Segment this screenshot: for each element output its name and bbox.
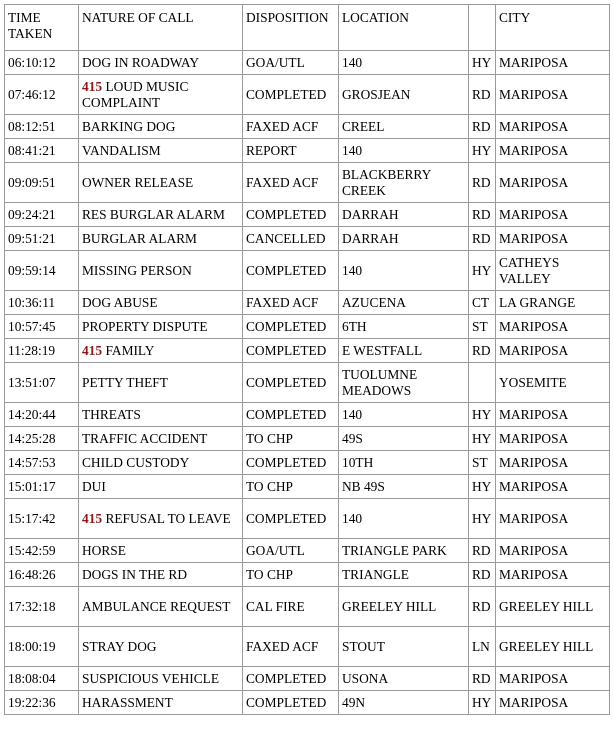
table-row [5, 539, 610, 563]
nature-text: DOG ABUSE [82, 294, 158, 310]
cell-location: 140 [339, 499, 469, 539]
cell-time-taken: 08:12:51 [5, 115, 79, 139]
cell-street-suffix: HY [469, 251, 496, 291]
cell-time-taken: 16:48:26 [5, 563, 79, 587]
cell-nature-of-call [79, 539, 243, 563]
cell-city: MARIPOSA [496, 139, 610, 163]
table-row [5, 403, 610, 427]
table-row [5, 203, 610, 227]
table-row [5, 451, 610, 475]
cell-nature-of-call [79, 475, 243, 499]
table-row [5, 139, 610, 163]
cell-street-suffix: RD [469, 587, 496, 627]
cell-location: TRIANGLE PARK [339, 539, 469, 563]
call-log-table [4, 4, 610, 715]
nature-text: THREATS [82, 406, 141, 422]
cell-street-suffix: HY [469, 691, 496, 715]
cell-disposition: COMPLETED [243, 75, 339, 115]
cell-city: YOSEMITE [496, 363, 610, 403]
cell-time-taken: 14:25:28 [5, 427, 79, 451]
penal-code: 415 [82, 78, 103, 94]
cell-nature-of-call [79, 315, 243, 339]
table-row [5, 363, 610, 403]
cell-city: MARIPOSA [496, 339, 610, 363]
cell-nature-of-call [79, 587, 243, 627]
nature-text: MISSING PERSON [82, 262, 192, 278]
cell-disposition: COMPLETED [243, 451, 339, 475]
cell-location: 49N [339, 691, 469, 715]
cell-city: MARIPOSA [496, 227, 610, 251]
cell-disposition: GOA/UTL [243, 51, 339, 75]
table-row [5, 315, 610, 339]
cell-location: 140 [339, 403, 469, 427]
cell-nature-of-call [79, 563, 243, 587]
cell-city: MARIPOSA [496, 203, 610, 227]
nature-text: VANDALISM [82, 142, 161, 158]
cell-disposition: COMPLETED [243, 499, 339, 539]
cell-time-taken: 09:09:51 [5, 163, 79, 203]
nature-text: HORSE [82, 542, 126, 558]
cell-city: MARIPOSA [496, 315, 610, 339]
cell-city: MARIPOSA [496, 403, 610, 427]
cell-city: MARIPOSA [496, 563, 610, 587]
penal-code: 415 [82, 510, 103, 526]
cell-city: GREELEY HILL [496, 587, 610, 627]
cell-city: MARIPOSA [496, 451, 610, 475]
cell-nature-of-call [79, 627, 243, 667]
cell-disposition: COMPLETED [243, 691, 339, 715]
cell-nature-of-call [79, 667, 243, 691]
cell-nature-of-call [79, 339, 243, 363]
cell-nature-of-call [79, 403, 243, 427]
header-location: LOCATION [339, 5, 469, 51]
table-row [5, 291, 610, 315]
cell-street-suffix: RD [469, 667, 496, 691]
table-row [5, 163, 610, 203]
cell-nature-of-call [79, 75, 243, 115]
table-row [5, 227, 610, 251]
cell-city: MARIPOSA [496, 427, 610, 451]
header-time-taken: TIME TAKEN [5, 5, 79, 51]
cell-nature-of-call [79, 51, 243, 75]
cell-nature-of-call [79, 427, 243, 451]
cell-location: E WESTFALL [339, 339, 469, 363]
cell-time-taken: 14:57:53 [5, 451, 79, 475]
cell-city: MARIPOSA [496, 75, 610, 115]
cell-street-suffix: RD [469, 115, 496, 139]
cell-street-suffix: RD [469, 563, 496, 587]
nature-text: REFUSAL TO LEAVE [102, 510, 231, 526]
cell-city: MARIPOSA [496, 163, 610, 203]
cell-location: 140 [339, 51, 469, 75]
table-row [5, 51, 610, 75]
cell-nature-of-call [79, 291, 243, 315]
cell-disposition: FAXED ACF [243, 291, 339, 315]
cell-location: TUOLUMNE MEADOWS [339, 363, 469, 403]
table-row [5, 587, 610, 627]
cell-street-suffix: HY [469, 139, 496, 163]
cell-location: DARRAH [339, 227, 469, 251]
nature-text: RES BURGLAR ALARM [82, 206, 225, 222]
cell-disposition: CANCELLED [243, 227, 339, 251]
nature-text: CHILD CUSTODY [82, 454, 190, 470]
cell-time-taken: 08:41:21 [5, 139, 79, 163]
nature-text: TRAFFIC ACCIDENT [82, 430, 208, 446]
cell-disposition: FAXED ACF [243, 163, 339, 203]
cell-location: NB 49S [339, 475, 469, 499]
table-row [5, 499, 610, 539]
cell-disposition: COMPLETED [243, 667, 339, 691]
cell-disposition: GOA/UTL [243, 539, 339, 563]
cell-time-taken: 19:22:36 [5, 691, 79, 715]
table-row [5, 427, 610, 451]
cell-time-taken: 17:32:18 [5, 587, 79, 627]
cell-disposition: COMPLETED [243, 251, 339, 291]
nature-text: LOUD MUSIC COMPLAINT [82, 78, 189, 110]
cell-time-taken: 07:46:12 [5, 75, 79, 115]
cell-nature-of-call [79, 251, 243, 291]
cell-street-suffix: RD [469, 203, 496, 227]
cell-location: 140 [339, 251, 469, 291]
cell-city: MARIPOSA [496, 499, 610, 539]
cell-location: 6TH [339, 315, 469, 339]
cell-time-taken: 10:36:11 [5, 291, 79, 315]
cell-disposition: COMPLETED [243, 339, 339, 363]
cell-nature-of-call [79, 363, 243, 403]
nature-text: OWNER RELEASE [82, 174, 194, 190]
cell-disposition: FAXED ACF [243, 115, 339, 139]
cell-nature-of-call [79, 451, 243, 475]
nature-text: BARKING DOG [82, 118, 176, 134]
table-row [5, 75, 610, 115]
cell-city: GREELEY HILL [496, 627, 610, 667]
cell-disposition: COMPLETED [243, 403, 339, 427]
cell-nature-of-call [79, 203, 243, 227]
cell-city: MARIPOSA [496, 691, 610, 715]
cell-nature-of-call [79, 163, 243, 203]
cell-nature-of-call [79, 499, 243, 539]
nature-text: STRAY DOG [82, 638, 157, 654]
cell-time-taken: 13:51:07 [5, 363, 79, 403]
cell-location: 140 [339, 139, 469, 163]
cell-disposition: COMPLETED [243, 203, 339, 227]
cell-street-suffix: RD [469, 163, 496, 203]
header-city: CITY [496, 5, 610, 51]
table-row [5, 115, 610, 139]
cell-city: MARIPOSA [496, 115, 610, 139]
cell-location: CREEL [339, 115, 469, 139]
cell-disposition: TO CHP [243, 563, 339, 587]
cell-disposition: COMPLETED [243, 315, 339, 339]
cell-city: MARIPOSA [496, 539, 610, 563]
cell-street-suffix: RD [469, 75, 496, 115]
cell-city: MARIPOSA [496, 51, 610, 75]
nature-text: HARASSMENT [82, 694, 173, 710]
cell-street-suffix: HY [469, 51, 496, 75]
cell-city: LA GRANGE [496, 291, 610, 315]
cell-nature-of-call [79, 139, 243, 163]
nature-text: PETTY THEFT [82, 374, 168, 390]
cell-time-taken: 14:20:44 [5, 403, 79, 427]
nature-text: AMBULANCE REQUEST [82, 598, 231, 614]
cell-location: STOUT [339, 627, 469, 667]
cell-time-taken: 09:24:21 [5, 203, 79, 227]
header-street-suffix [469, 5, 496, 51]
cell-time-taken: 15:42:59 [5, 539, 79, 563]
cell-street-suffix: CT [469, 291, 496, 315]
cell-city: MARIPOSA [496, 667, 610, 691]
cell-location: TRIANGLE [339, 563, 469, 587]
cell-street-suffix: HY [469, 427, 496, 451]
cell-location: GREELEY HILL [339, 587, 469, 627]
cell-street-suffix: LN [469, 627, 496, 667]
penal-code: 415 [82, 342, 103, 358]
header-disposition: DISPOSITION [243, 5, 339, 51]
cell-time-taken: 15:01:17 [5, 475, 79, 499]
cell-location: 10TH [339, 451, 469, 475]
cell-nature-of-call [79, 691, 243, 715]
cell-disposition: TO CHP [243, 475, 339, 499]
cell-location: AZUCENA [339, 291, 469, 315]
cell-location: BLACKBERRY CREEK [339, 163, 469, 203]
cell-disposition: REPORT [243, 139, 339, 163]
cell-city: MARIPOSA [496, 475, 610, 499]
cell-street-suffix: ST [469, 315, 496, 339]
nature-text: SUSPICIOUS VEHICLE [82, 670, 220, 686]
cell-time-taken: 09:59:14 [5, 251, 79, 291]
header-nature-of-call: NATURE OF CALL [79, 5, 243, 51]
nature-text: DUI [82, 478, 106, 494]
cell-street-suffix: RD [469, 539, 496, 563]
cell-time-taken: 10:57:45 [5, 315, 79, 339]
cell-time-taken: 18:08:04 [5, 667, 79, 691]
cell-disposition: CAL FIRE [243, 587, 339, 627]
table-row [5, 667, 610, 691]
cell-nature-of-call [79, 115, 243, 139]
cell-street-suffix: HY [469, 475, 496, 499]
table-row [5, 691, 610, 715]
cell-location: GROSJEAN [339, 75, 469, 115]
table-row [5, 339, 610, 363]
nature-text: FAMILY [102, 342, 155, 358]
cell-time-taken: 11:28:19 [5, 339, 79, 363]
table-header-row [5, 5, 610, 51]
nature-text: DOGS IN THE RD [82, 566, 188, 582]
cell-street-suffix: ST [469, 451, 496, 475]
table-row [5, 251, 610, 291]
nature-text: DOG IN ROADWAY [82, 54, 200, 70]
cell-time-taken: 15:17:42 [5, 499, 79, 539]
nature-text: PROPERTY DISPUTE [82, 318, 208, 334]
table-row [5, 563, 610, 587]
cell-disposition: COMPLETED [243, 363, 339, 403]
cell-nature-of-call [79, 227, 243, 251]
nature-text: BURGLAR ALARM [82, 230, 197, 246]
cell-city: CATHEYS VALLEY [496, 251, 610, 291]
cell-street-suffix: HY [469, 499, 496, 539]
table-row [5, 475, 610, 499]
cell-location: 49S [339, 427, 469, 451]
cell-street-suffix: HY [469, 403, 496, 427]
cell-street-suffix: RD [469, 227, 496, 251]
table-row [5, 627, 610, 667]
cell-time-taken: 06:10:12 [5, 51, 79, 75]
cell-disposition: TO CHP [243, 427, 339, 451]
cell-time-taken: 09:51:21 [5, 227, 79, 251]
cell-street-suffix [469, 363, 496, 403]
cell-location: USONA [339, 667, 469, 691]
cell-location: DARRAH [339, 203, 469, 227]
cell-time-taken: 18:00:19 [5, 627, 79, 667]
cell-street-suffix: RD [469, 339, 496, 363]
cell-disposition: FAXED ACF [243, 627, 339, 667]
